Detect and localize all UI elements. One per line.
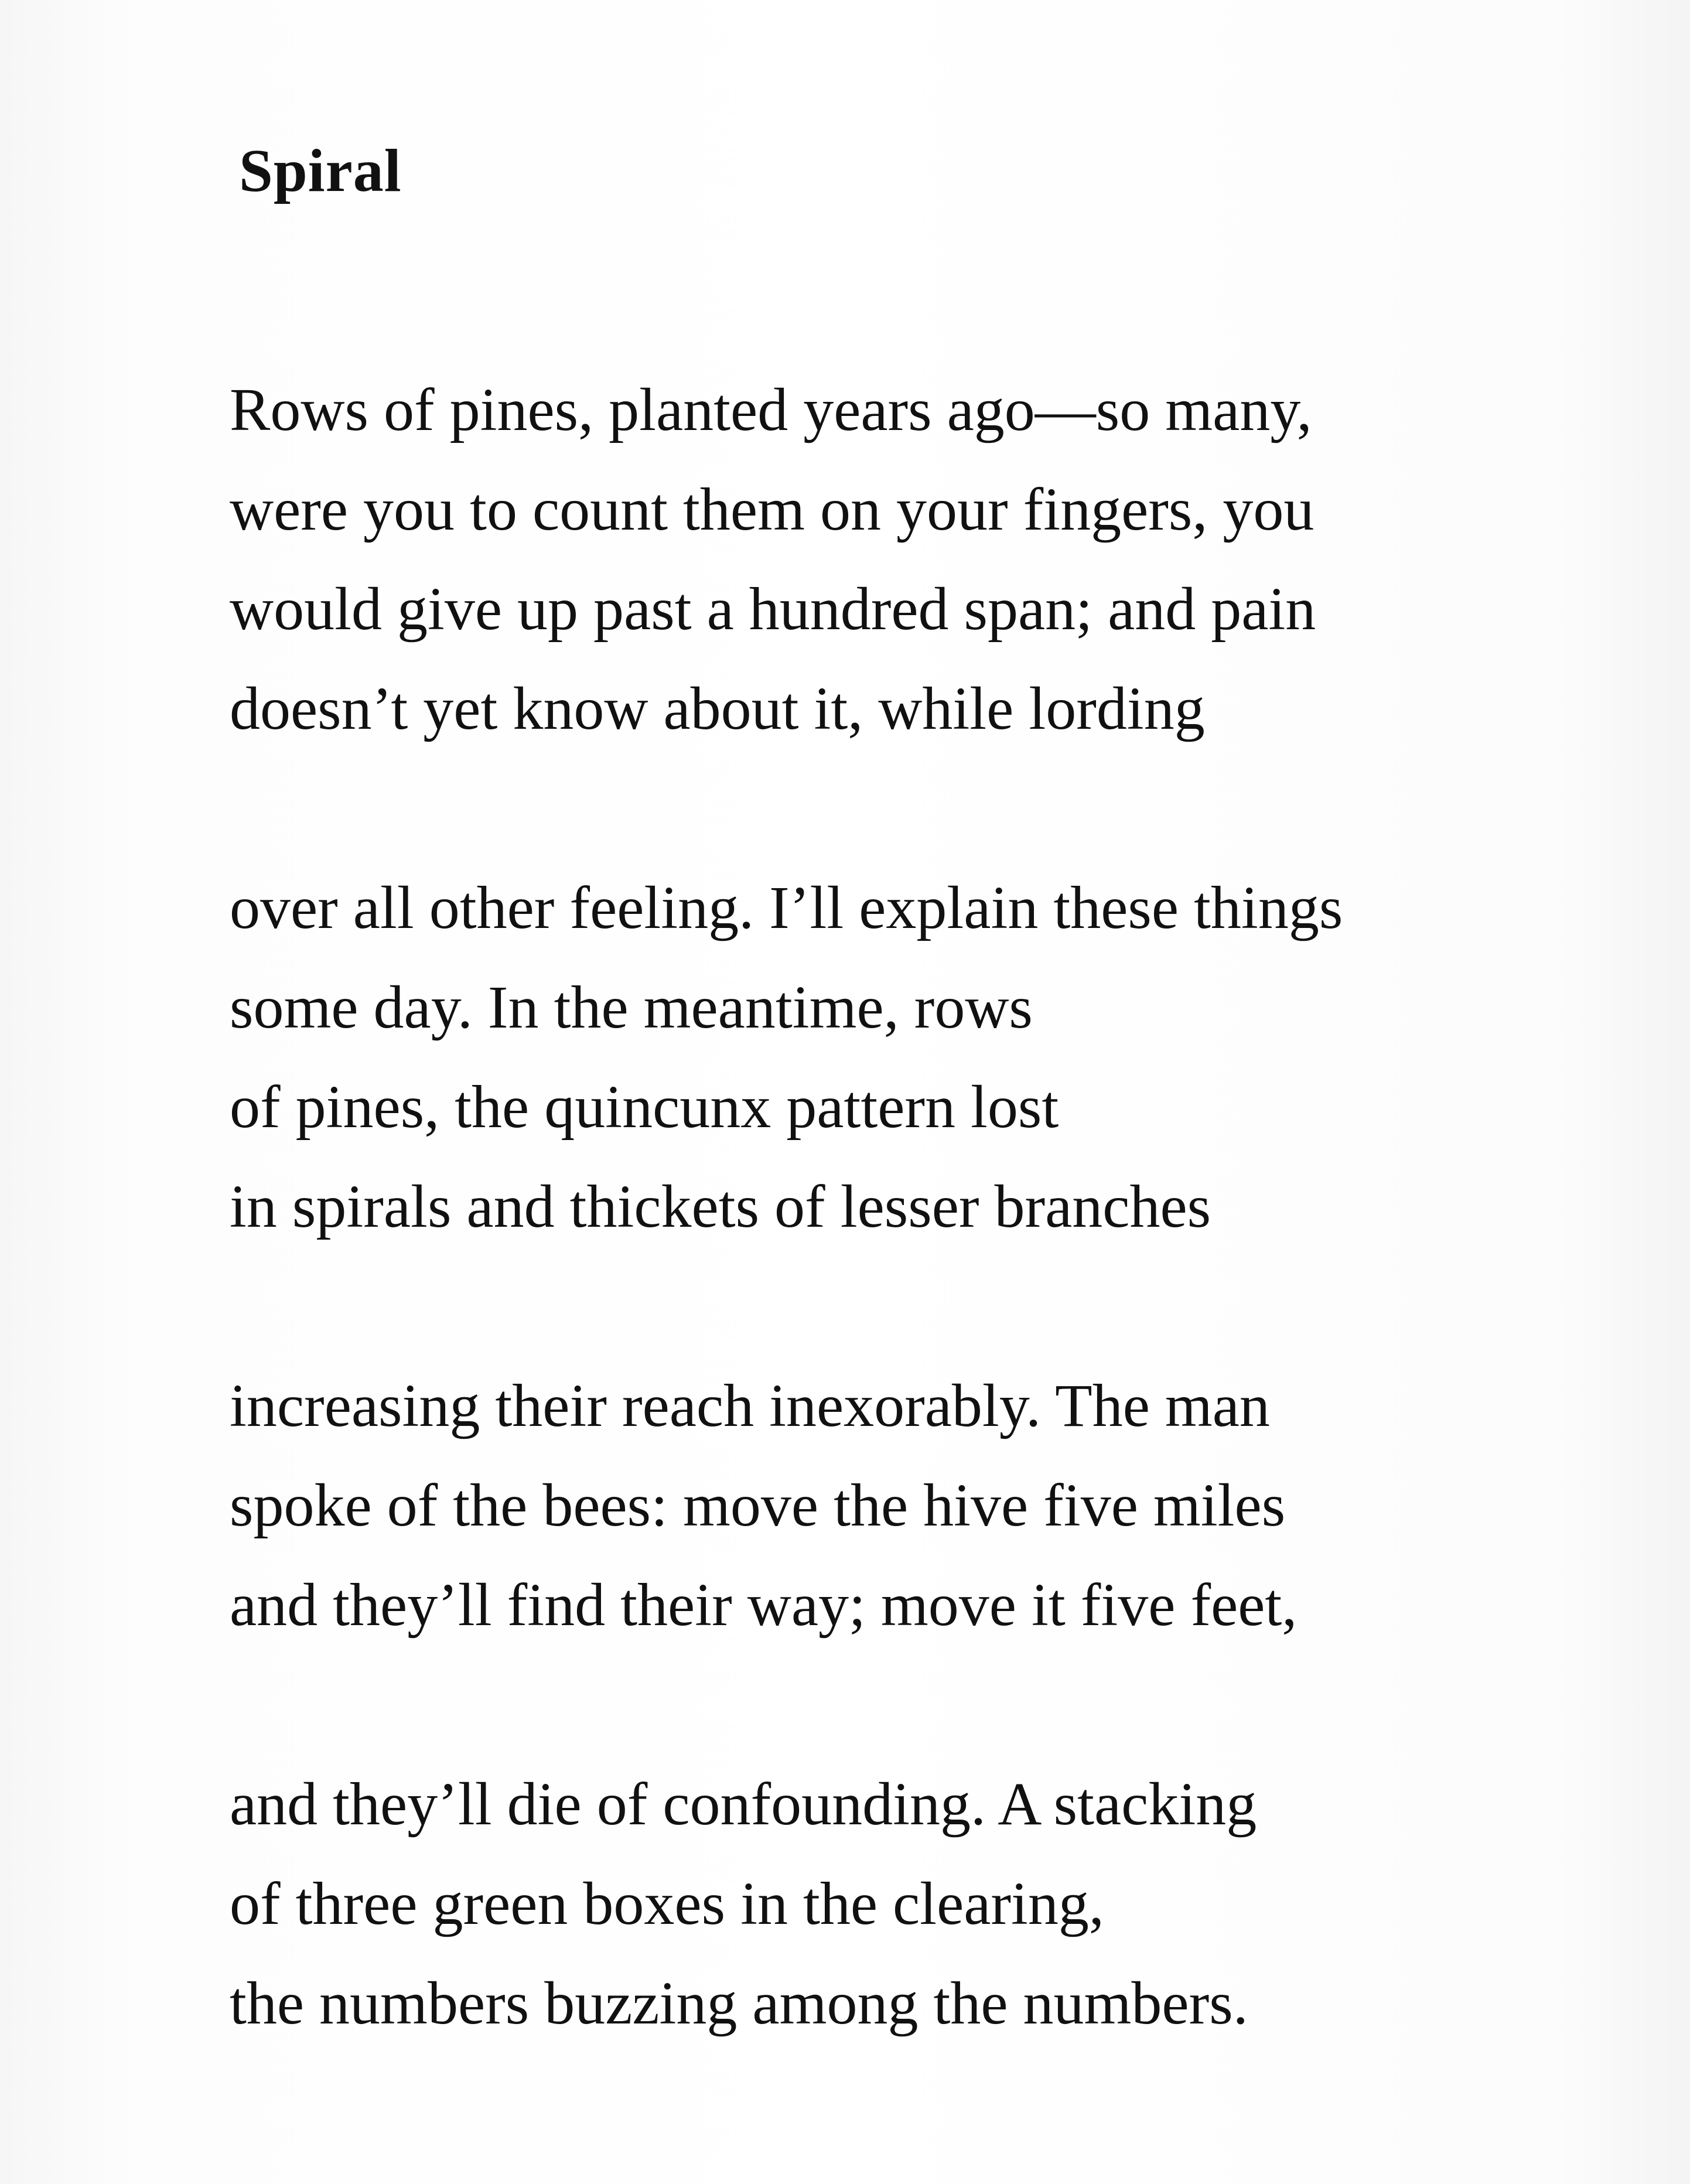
poem-line: in spirals and thickets of lesser branches	[230, 1173, 1211, 1240]
stanza-4	[230, 1755, 1577, 2053]
poem-line: and they’ll find their way; move it five feet,	[230, 1571, 1298, 1639]
poem-line: over all other feeling. I’ll explain these things	[230, 874, 1343, 941]
stanza-2	[230, 858, 1577, 1257]
stanza-1	[230, 360, 1577, 759]
poem-line: and they’ll die of confounding. A stacking	[230, 1770, 1257, 1838]
poem-body	[230, 360, 1577, 2153]
poem-line: some day. In the meantime, rows	[230, 974, 1033, 1041]
stanza-3	[230, 1356, 1577, 1655]
poem-line: of three green boxes in the clearing,	[230, 1870, 1104, 1937]
poem-line: increasing their reach inexorably. The man	[230, 1372, 1270, 1439]
poem-line: were you to count them on your fingers, you	[230, 476, 1315, 543]
poem-line: of pines, the quincunx pattern lost	[230, 1073, 1059, 1141]
poem-line: would give up past a hundred span; and pain	[230, 575, 1316, 643]
poem-line: spoke of the bees: move the hive five miles	[230, 1472, 1286, 1539]
poem-line: the numbers buzzing among the numbers.	[230, 1970, 1248, 2037]
poem-line: doesn’t yet know about it, while lording	[230, 675, 1205, 742]
poem-line: Rows of pines, planted years ago—so many,	[230, 376, 1312, 443]
poem-title: Spiral	[239, 137, 402, 204]
